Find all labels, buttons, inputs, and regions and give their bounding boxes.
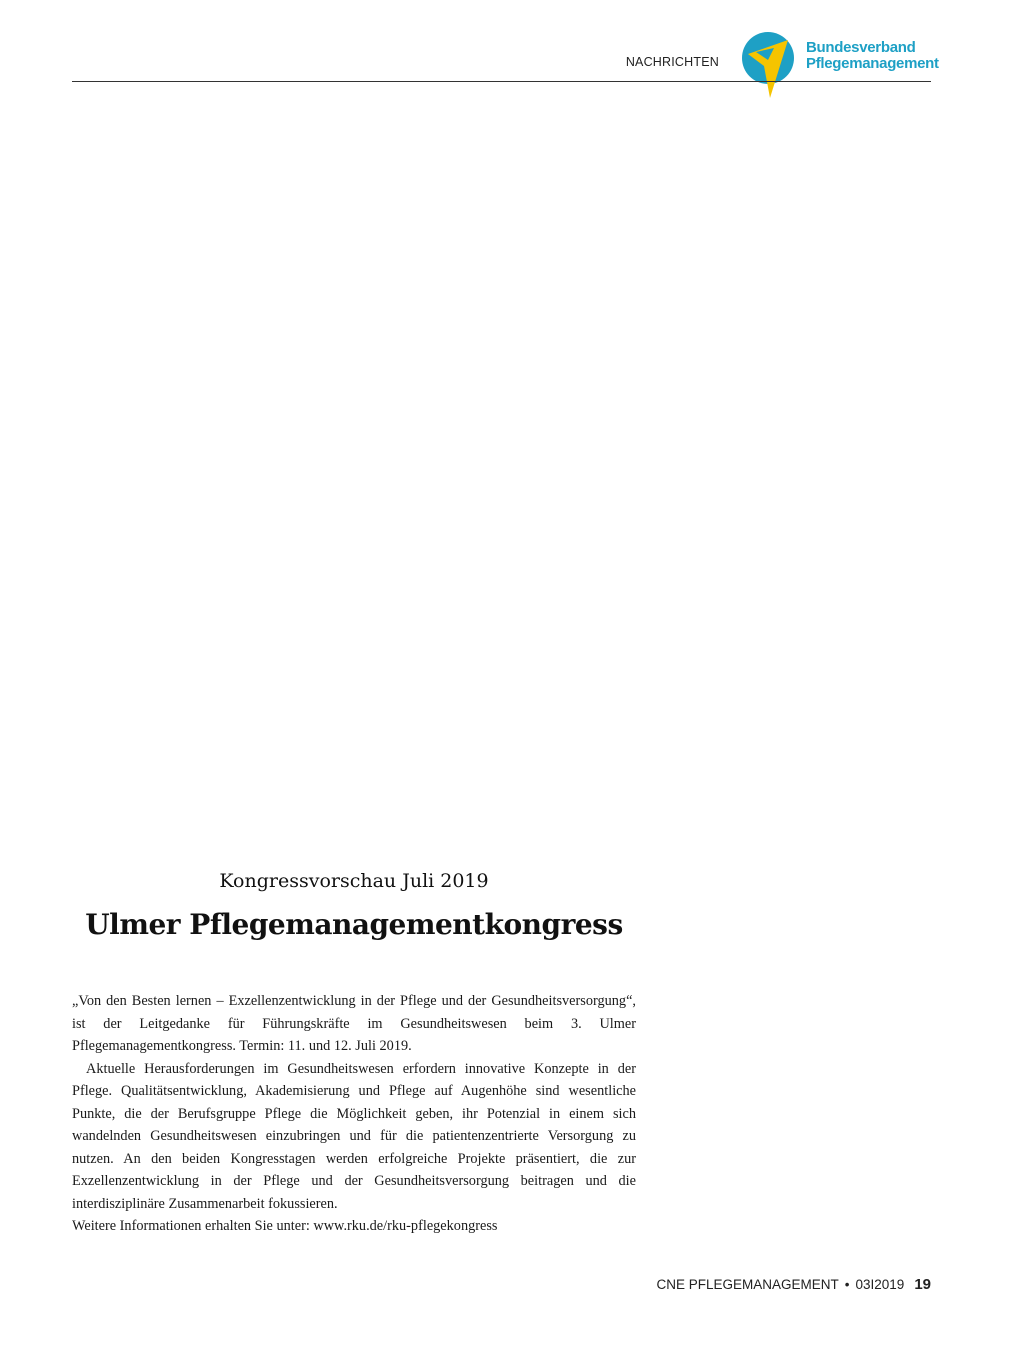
- publication-name: CNE PFLEGEMANAGEMENT: [656, 1277, 839, 1292]
- logo-line-2: Pflegemanagement: [806, 55, 939, 72]
- page-number: 19: [914, 1276, 931, 1293]
- section-label: NACHRICHTEN: [625, 55, 719, 69]
- page-footer: [656, 1276, 931, 1293]
- article-paragraph-2: Aktuelle Herausforderungen im Gesundheitswesen erfordern innovative Konzepte in der Pflege. Qualitätsentwicklung, Akademisierung und Pflege auf Augenhöhe sind wesentliche Punkte, die der Berufsgruppe Pflege die Möglichkeit geben, ihr Potenzial in einem sich wandelnden Gesundheitswesen einzubringen und für die patientenzentrierte Versorgung zu nutzen. An den beiden Kongresstagen werden erfolgreiche Projekte präsentiert, die zur Exzellenzentwicklung in der Pflege und der Gesundheitsversorgung beitragen und die interdisziplinäre Zusammenarbeit fokussieren.: [72, 1060, 636, 1212]
- logo-line-1: Bundesverband: [806, 39, 916, 56]
- header-divider: [72, 81, 931, 82]
- page-header: [72, 0, 939, 82]
- bundesverband-logo: [740, 30, 940, 100]
- logo-text: [806, 40, 939, 72]
- article-body: [72, 990, 636, 1238]
- footer-bullet: •: [844, 1277, 850, 1292]
- issue-number: 03I2019: [855, 1277, 905, 1292]
- article-kicker: Kongressvorschau Juli 2019: [219, 870, 489, 892]
- article-more-info: Weitere Informationen erhalten Sie unter: www.rku.de/rku-pflegekongress: [72, 1218, 498, 1234]
- logo-mark-icon: [740, 30, 796, 100]
- article-title: Ulmer Pflegemanagementkongress: [85, 908, 623, 941]
- article-paragraph-1: „Von den Besten lernen – Exzellenzentwicklung in der Pflege und der Gesundheitsversorgung“, ist der Leitgedanke für Führungskräfte im Gesundheitswesen beim 3. Ulmer Pflegemanagementkongress. Termin: 11. und 12. Juli 2019.: [72, 993, 636, 1054]
